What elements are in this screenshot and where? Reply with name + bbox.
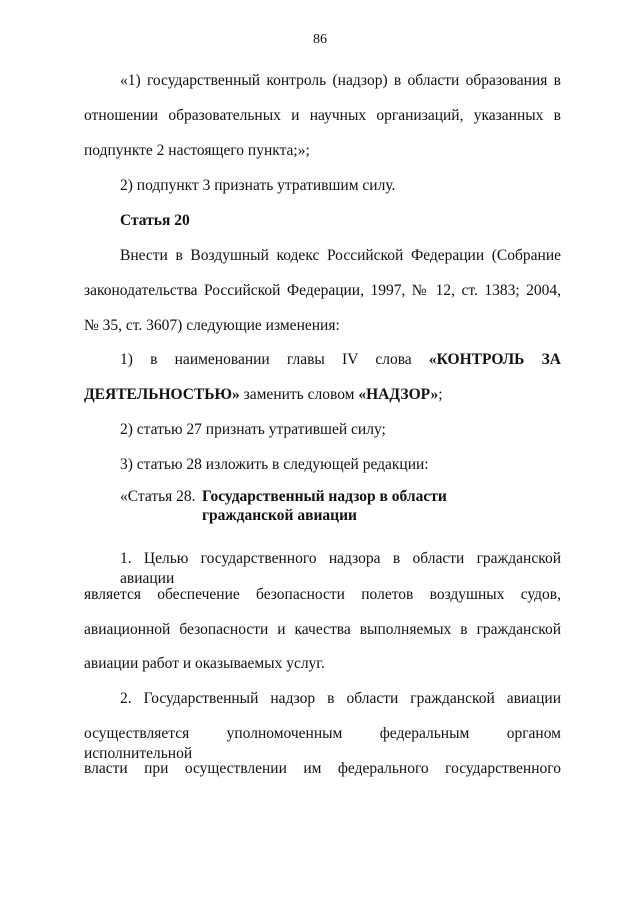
text-fragment: ;	[438, 386, 443, 403]
text-line: 2) статью 27 признать утратившей силу;	[120, 421, 386, 438]
article-number: «Статья 28.	[120, 488, 196, 505]
text-line: авиационной безопасности и качества выполняемых в гражданской	[84, 621, 561, 638]
text-line: 1. Целью государственного надзора в области гражданской авиации	[120, 550, 561, 587]
text-line: № 35, ст. 3607) следующие изменения:	[84, 317, 340, 334]
text-line: осуществляется уполномоченным федеральным органом исполнительной	[84, 725, 561, 762]
text-line: авиации работ и оказываемых услуг.	[84, 655, 325, 672]
text-line: законодательства Российской Федерации, 1997, № 12, ст. 1383; 2004,	[84, 282, 561, 299]
text-fragment: 1) в наименовании главы IV слова	[120, 351, 429, 368]
article-title-line: Государственный надзор в области	[202, 488, 447, 505]
text-line: подпункте 2 настоящего пункта;»;	[84, 142, 310, 159]
text-line	[120, 350, 561, 370]
text-line: отношении образовательных и научных организаций, указанных в	[84, 107, 561, 124]
text-line: Внести в Воздушный кодекс Российской Федерации (Собрание	[120, 247, 561, 264]
text-line: власти при осуществлении им федерального государственного	[84, 760, 561, 777]
text-line: 3) статью 28 изложить в следующей редакции:	[120, 456, 429, 473]
quoted-text: «НАДЗОР»	[358, 386, 439, 403]
text-line: «1) государственный контроль (надзор) в области образования в	[120, 72, 561, 89]
text-line: является обеспечение безопасности полетов воздушных судов,	[84, 586, 561, 603]
text-fragment: заменить словом	[239, 386, 359, 403]
text-line: 2) подпункт 3 признать утратившим силу.	[120, 177, 396, 194]
article-heading: Статья 20	[120, 212, 190, 229]
article-title-line: гражданской авиации	[202, 507, 357, 524]
text-line	[84, 385, 561, 405]
page-number: 86	[313, 32, 327, 47]
quoted-text: «КОНТРОЛЬ ЗА	[428, 351, 561, 368]
quoted-text: ДЕЯТЕЛЬНОСТЬЮ»	[84, 386, 240, 403]
article-title	[202, 487, 502, 525]
text-line: 2. Государственный надзор в области гражданской авиации	[120, 690, 561, 707]
